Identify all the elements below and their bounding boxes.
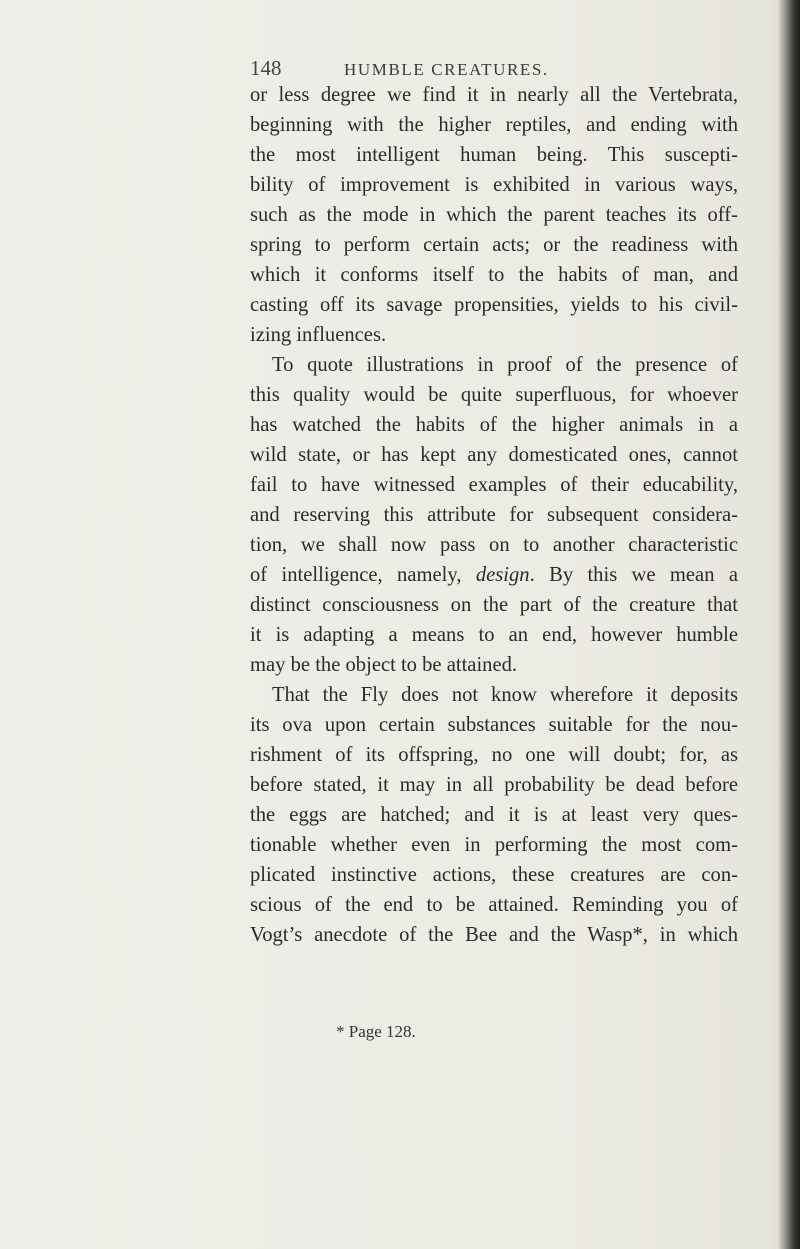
page-edge-shadow — [778, 0, 800, 1249]
text-line: which it conforms itself to the habits of man, and — [250, 264, 738, 286]
text-line: this quality would be quite superfluous, for whoever — [250, 384, 738, 406]
footnote: * Page 128. — [336, 1022, 416, 1041]
text-line: the eggs are hatched; and it is at least very ques- — [250, 804, 738, 826]
text-line: tionable whether even in performing the most com- — [250, 834, 738, 856]
body-text — [250, 80, 738, 950]
text-line: scious of the end to be attained. Reminding you of — [250, 894, 738, 916]
text-line: beginning with the higher reptiles, and ending with — [250, 114, 738, 136]
text-line: it is adapting a means to an end, however humble — [250, 624, 738, 646]
text-line: rishment of its offspring, no one will doubt; for, as — [250, 744, 738, 766]
text-line: of intelligence, namely, design. By this we mean a — [250, 564, 738, 586]
text-line: tion, we shall now pass on to another characteristic — [250, 534, 738, 556]
text-line: has watched the habits of the higher animals in a — [250, 414, 738, 436]
text-line: may be the object to be attained. — [250, 654, 518, 676]
text-line: its ova upon certain substances suitable for the nou- — [250, 714, 738, 736]
page-number: 148 — [250, 56, 282, 80]
text-line: casting off its savage propensities, yields to his civil- — [250, 294, 738, 316]
text-line: wild state, or has kept any domesticated ones, cannot — [250, 444, 738, 466]
text-line: bility of improvement is exhibited in various ways, — [250, 174, 738, 196]
running-title: HUMBLE CREATURES. — [344, 60, 549, 79]
text-line: That the Fly does not know wherefore it deposits — [272, 684, 738, 706]
text-line: To quote illustrations in proof of the presence of — [272, 354, 738, 376]
text-line: fail to have witnessed examples of their educability, — [250, 474, 738, 496]
text-line: izing influences. — [250, 324, 387, 346]
text-line: Vogt’s anecdote of the Bee and the Wasp*, in which — [250, 924, 738, 946]
text-line: spring to perform certain acts; or the readiness with — [250, 234, 738, 256]
text-line: such as the mode in which the parent teaches its off- — [250, 204, 738, 226]
text-line: plicated instinctive actions, these creatures are con- — [250, 864, 738, 886]
text-line: or less degree we find it in nearly all the Vertebrata, — [250, 84, 738, 106]
text-line: the most intelligent human being. This suscepti- — [250, 144, 738, 166]
text-line: distinct consciousness on the part of the creature that — [250, 594, 738, 616]
text-line: and reserving this attribute for subsequent considera- — [250, 504, 738, 526]
text-line: before stated, it may in all probability be dead before — [250, 774, 738, 796]
